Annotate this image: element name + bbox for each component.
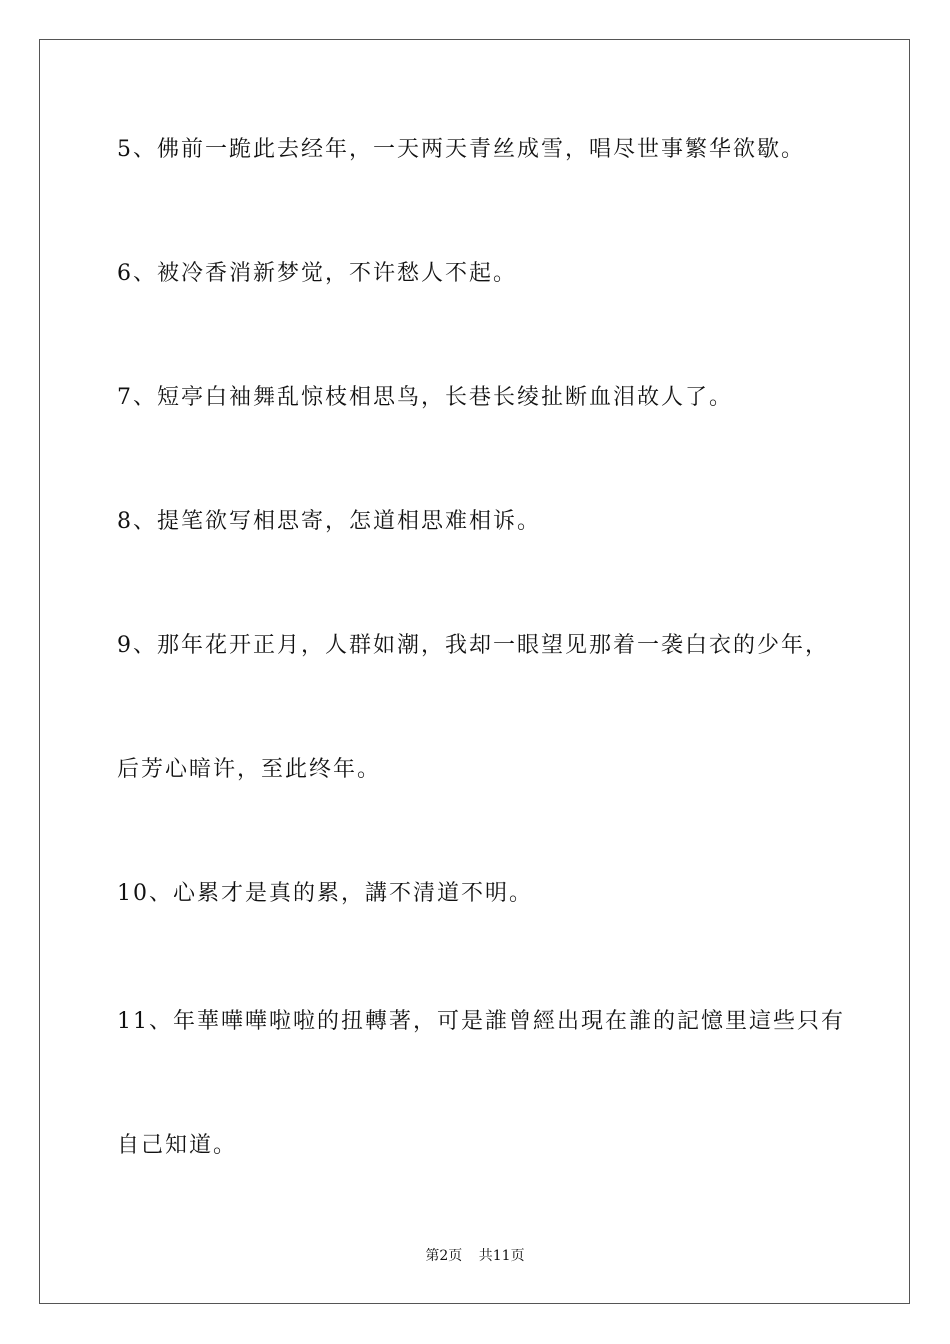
page-border bbox=[39, 39, 910, 1304]
text-line-11: 11、年華嘩嘩啦啦的扭轉著，可是誰曾經出現在誰的記憶里這些只有 bbox=[117, 1009, 845, 1034]
text-line-9-continued: 后芳心暗许，至此终年。 bbox=[117, 757, 382, 782]
text-line-5: 5、佛前一跪此去经年，一天两天青丝成雪，唱尽世事繁华欲歇。 bbox=[117, 137, 805, 162]
text-line-8: 8、提笔欲写相思寄，怎道相思难相诉。 bbox=[117, 509, 541, 534]
text-line-11-continued: 自己知道。 bbox=[117, 1133, 238, 1158]
page-footer bbox=[0, 1246, 950, 1266]
page-number: 第2页 bbox=[425, 1248, 463, 1264]
text-line-9: 9、那年花开正月，人群如潮，我却一眼望见那着一袭白衣的少年， bbox=[117, 633, 829, 658]
page-total: 共11页 bbox=[478, 1248, 525, 1264]
text-line-10: 10、心累才是真的累，講不清道不明。 bbox=[117, 881, 533, 906]
text-line-7: 7、短亭白袖舞乱惊枝相思鸟，长巷长绫扯断血泪故人了。 bbox=[117, 385, 733, 410]
text-line-6: 6、被冷香消新梦觉，不许愁人不起。 bbox=[117, 261, 517, 286]
